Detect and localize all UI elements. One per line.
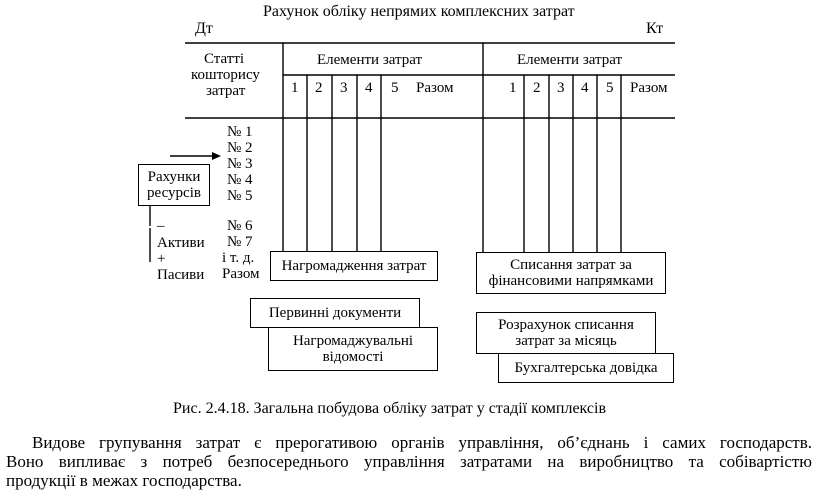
column-label: 1 — [509, 80, 517, 96]
column-label: 5 — [391, 80, 399, 96]
body-paragraph — [6, 433, 812, 490]
calc-writeoff-line-1: Розрахунок списання — [498, 317, 634, 333]
column-label: 2 — [315, 80, 323, 96]
resources-box-line-1: Рахунки — [147, 169, 201, 185]
entry-item: № 4 — [227, 172, 253, 188]
accum-statements-box — [268, 327, 438, 371]
primary-docs-label: Первинні документи — [268, 304, 402, 321]
entry-item: і т. д. — [222, 250, 255, 266]
diagram-title: Рахунок обліку непрямих комплексних затрат — [263, 3, 575, 20]
calc-writeoff-line-2: затрат за місяць — [515, 333, 617, 349]
column-label: 5 — [606, 80, 614, 96]
paragraph-line-3: продукції в межах господарства. — [6, 471, 242, 490]
paragraph-line-1: Видове групування затрат є прерогативою органів управління, об’єднань і самих господарств. — [32, 433, 812, 452]
calc-writeoff-box — [476, 312, 656, 354]
credit-label: Кт — [646, 20, 664, 37]
primary-docs-box — [250, 298, 420, 328]
figure-caption: Рис. 2.4.18. Загальна побудова обліку затрат у стадії комплексів — [173, 400, 607, 417]
accum-statements-line-2: відомості — [322, 349, 384, 365]
assets-label: Активи — [157, 235, 205, 251]
accum-statements-line-1: Нагромаджувальні — [292, 333, 414, 349]
liabilities-label: Пасиви — [157, 267, 205, 283]
column-label: 4 — [365, 80, 373, 96]
column-label: 3 — [340, 80, 348, 96]
stattti-header-line-3: затрат — [206, 83, 246, 99]
column-label: Разом — [630, 80, 668, 96]
writeoff-box-line-2: фінансовими напрямками — [488, 273, 654, 289]
resources-box — [138, 164, 210, 206]
entry-item: Разом — [222, 266, 260, 282]
entry-item: № 2 — [227, 140, 253, 156]
debit-label: Дт — [195, 20, 213, 37]
column-label: 2 — [533, 80, 541, 96]
entry-item: № 6 — [227, 218, 253, 234]
column-label: 4 — [581, 80, 589, 96]
writeoff-box — [476, 252, 666, 294]
elements-header-left: Елементи затрат — [317, 52, 423, 68]
column-label: 1 — [291, 80, 299, 96]
elements-header-right: Елементи затрат — [517, 52, 623, 68]
accumulation-box — [270, 251, 438, 281]
accounting-note-label: Бухгалтерська довідка — [514, 359, 658, 376]
writeoff-box-line-1: Списання затрат за — [510, 257, 632, 273]
stattti-header-line-2: кошторису — [191, 67, 260, 83]
resources-box-line-2: ресурсів — [147, 185, 201, 201]
accumulation-box-label: Нагромадження затрат — [281, 257, 427, 274]
paragraph-line-2: Воно випливає з потреб безпосереднього управління затратами на виробництво та собівартістю — [6, 452, 812, 471]
accounting-note-box — [498, 353, 674, 383]
entry-item: № 1 — [227, 124, 253, 140]
entry-item: № 7 — [227, 234, 253, 250]
minus-sign: – — [157, 218, 165, 234]
entry-item: № 5 — [227, 188, 253, 204]
column-label: Разом — [416, 80, 454, 96]
stattti-header-line-1: Статті — [204, 51, 245, 67]
plus-sign: + — [157, 251, 166, 267]
column-label: 3 — [557, 80, 565, 96]
entry-item: № 3 — [227, 156, 253, 172]
